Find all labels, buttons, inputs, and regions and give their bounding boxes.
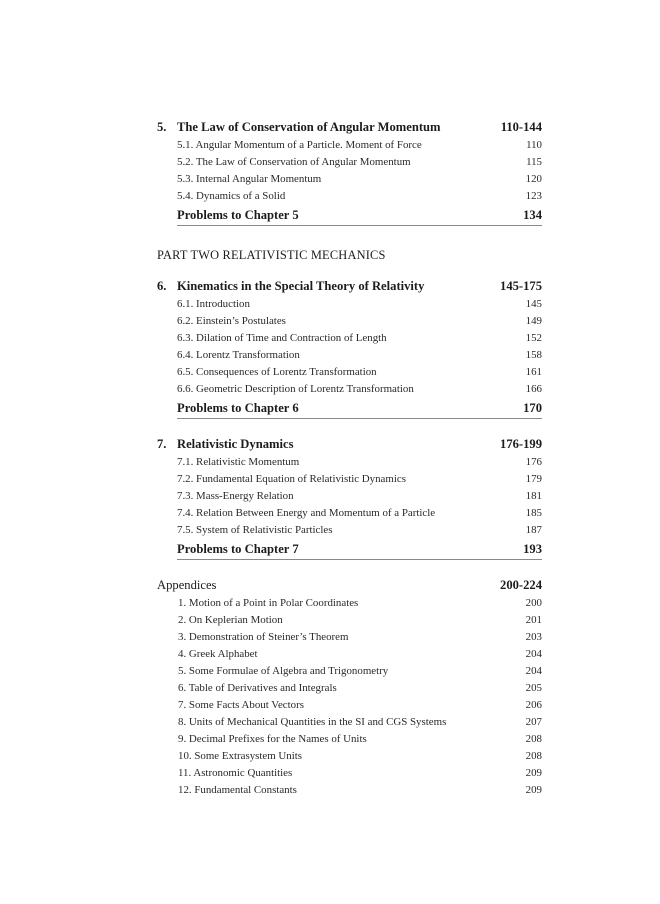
toc-entry[interactable] xyxy=(157,646,542,663)
toc-entry[interactable] xyxy=(157,188,542,205)
chapter-5-heading[interactable] xyxy=(157,118,542,137)
entry-page: 110 xyxy=(526,139,542,151)
entry-page: 203 xyxy=(525,631,542,643)
entry-title: 6.3. Dilation of Time and Contraction of Length xyxy=(177,332,387,344)
entry-page: 187 xyxy=(525,524,542,536)
entry-title: 11. Astronomic Quantities xyxy=(178,767,293,779)
chapter-title: The Law of Conservation of Angular Momentum xyxy=(177,120,441,134)
entry-title: 6.5. Consequences of Lorentz Transformation xyxy=(177,366,377,378)
toc-entry[interactable] xyxy=(157,522,542,539)
entry-page: 161 xyxy=(525,366,542,378)
chapter-5-problems[interactable] xyxy=(177,205,542,226)
entry-title: 7.2. Fundamental Equation of Relativistic Dynamics xyxy=(177,473,406,485)
toc-entry[interactable] xyxy=(157,381,542,398)
entry-page: 115 xyxy=(526,156,542,168)
entry-page: 200 xyxy=(525,597,542,609)
entry-title: 5. Some Formulae of Algebra and Trigonometry xyxy=(178,665,389,677)
entry-title: 12. Fundamental Constants xyxy=(178,784,297,796)
chapter-pages: 145-175 xyxy=(500,279,542,293)
entry-page: 181 xyxy=(525,490,542,502)
toc-entry[interactable] xyxy=(157,680,542,697)
entry-page: 185 xyxy=(525,507,542,519)
spacer xyxy=(157,226,542,246)
toc-entry[interactable] xyxy=(157,137,542,154)
appendices-pages: 200-224 xyxy=(500,578,542,592)
entry-page: 120 xyxy=(525,173,542,185)
spacer xyxy=(157,419,542,435)
entry-title: 6.1. Introduction xyxy=(177,298,250,310)
toc-entry[interactable] xyxy=(157,697,542,714)
appendices-title: Appendices xyxy=(157,578,217,592)
chapter-pages: 110-144 xyxy=(500,120,542,134)
entry-page: 206 xyxy=(525,699,542,711)
problems-page: 134 xyxy=(523,208,542,222)
entry-page: 201 xyxy=(525,614,542,626)
toc-entry[interactable] xyxy=(157,296,542,313)
toc-entry[interactable] xyxy=(157,313,542,330)
entry-title: 5.2. The Law of Conservation of Angular Momentum xyxy=(177,156,411,168)
chapter-number: 6. xyxy=(157,279,167,293)
toc-entry[interactable] xyxy=(157,782,542,799)
chapter-6-heading[interactable] xyxy=(157,277,542,296)
toc-entry[interactable] xyxy=(157,612,542,629)
entry-title: 5.3. Internal Angular Momentum xyxy=(177,173,322,185)
entry-title: 7. Some Facts About Vectors xyxy=(178,699,304,711)
entry-title: 6. Table of Derivatives and Integrals xyxy=(178,682,337,694)
entry-page: 176 xyxy=(525,456,542,468)
toc-entry[interactable] xyxy=(157,488,542,505)
toc-entry[interactable] xyxy=(157,595,542,612)
toc-entry[interactable] xyxy=(157,330,542,347)
toc-entry[interactable] xyxy=(157,454,542,471)
toc-entry[interactable] xyxy=(157,505,542,522)
entry-title: 7.5. System of Relativistic Particles xyxy=(177,524,333,536)
toc-entry[interactable] xyxy=(157,765,542,782)
entry-title: 8. Units of Mechanical Quantities in the SI and CGS Systems xyxy=(178,716,447,728)
entry-page: 207 xyxy=(525,716,542,728)
entry-page: 204 xyxy=(525,648,542,660)
part-heading xyxy=(157,246,542,265)
appendices-heading[interactable] xyxy=(157,576,542,595)
entry-page: 123 xyxy=(525,190,542,202)
entry-page: 208 xyxy=(525,750,542,762)
entry-title: 5.1. Angular Momentum of a Particle. Moment of Force xyxy=(177,139,422,151)
entry-title: 7.3. Mass-Energy Relation xyxy=(177,490,294,502)
entry-title: 6.2. Einstein’s Postulates xyxy=(177,315,286,327)
problems-title: Problems to Chapter 7 xyxy=(177,542,299,556)
chapter-number: 5. xyxy=(157,120,167,134)
problems-page: 170 xyxy=(523,401,542,415)
entry-title: 6.6. Geometric Description of Lorentz Transformation xyxy=(177,383,414,395)
entry-title: 4. Greek Alphabet xyxy=(178,648,258,660)
chapter-7-heading[interactable] xyxy=(157,435,542,454)
entry-page: 166 xyxy=(525,383,542,395)
entry-page: 158 xyxy=(525,349,542,361)
toc-entry[interactable] xyxy=(157,171,542,188)
entry-page: 204 xyxy=(525,665,542,677)
toc-entry[interactable] xyxy=(157,629,542,646)
chapter-7-problems[interactable] xyxy=(177,539,542,560)
toc-entry[interactable] xyxy=(157,154,542,171)
entry-page: 145 xyxy=(525,298,542,310)
entry-title: 7.1. Relativistic Momentum xyxy=(177,456,300,468)
chapter-pages: 176-199 xyxy=(500,437,542,451)
spacer xyxy=(157,265,542,277)
entry-page: 209 xyxy=(525,767,542,779)
chapter-6-problems[interactable] xyxy=(177,398,542,419)
toc-entry[interactable] xyxy=(157,347,542,364)
entry-page: 208 xyxy=(525,733,542,745)
entry-page: 149 xyxy=(525,315,542,327)
problems-title: Problems to Chapter 6 xyxy=(177,401,299,415)
toc-entry[interactable] xyxy=(157,731,542,748)
entry-title: 1. Motion of a Point in Polar Coordinates xyxy=(178,597,359,609)
chapter-title: Relativistic Dynamics xyxy=(177,437,294,451)
problems-title: Problems to Chapter 5 xyxy=(177,208,299,222)
chapter-number: 7. xyxy=(157,437,167,451)
entry-page: 152 xyxy=(525,332,542,344)
entry-title: 9. Decimal Prefixes for the Names of Units xyxy=(178,733,367,745)
toc-entry[interactable] xyxy=(157,714,542,731)
toc-entry[interactable] xyxy=(157,364,542,381)
toc-entry[interactable] xyxy=(157,748,542,765)
toc-entry[interactable] xyxy=(157,663,542,680)
entry-title: 7.4. Relation Between Energy and Momentum of a Particle xyxy=(177,507,436,519)
problems-page: 193 xyxy=(523,542,542,556)
entry-page: 179 xyxy=(525,473,542,485)
toc-entry[interactable] xyxy=(157,471,542,488)
chapter-title: Kinematics in the Special Theory of Relativity xyxy=(177,279,425,293)
entry-title: 10. Some Extrasystem Units xyxy=(178,750,303,762)
entry-page: 209 xyxy=(525,784,542,796)
entry-title: 2. On Keplerian Motion xyxy=(178,614,283,626)
part-title: PART TWO RELATIVISTIC MECHANICS xyxy=(157,248,386,262)
entry-title: 5.4. Dynamics of a Solid xyxy=(177,190,286,202)
spacer xyxy=(157,560,542,576)
entry-page: 205 xyxy=(525,682,542,694)
entry-title: 6.4. Lorentz Transformation xyxy=(177,349,300,361)
table-of-contents xyxy=(157,118,542,799)
entry-title: 3. Demonstration of Steiner’s Theorem xyxy=(178,631,349,643)
